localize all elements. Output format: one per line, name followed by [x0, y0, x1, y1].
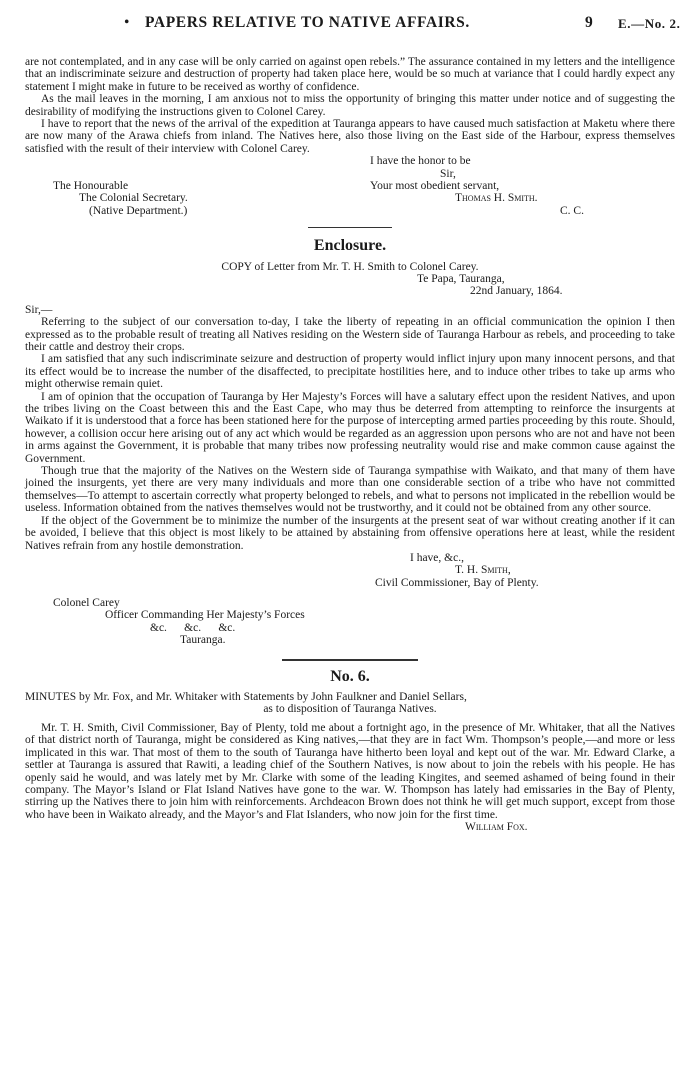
running-title: PAPERS RELATIVE TO NATIVE AFFAIRS. — [145, 14, 470, 31]
enclosure-heading: Enclosure. — [313, 237, 387, 255]
enclosure-copy-line: COPY of Letter from Mr. T. H. Smith to Colonel Carey. — [221, 260, 479, 273]
page-number: 9 — [585, 14, 594, 31]
section-divider — [282, 659, 418, 661]
header-bullet: • — [124, 14, 131, 31]
document-body — [25, 56, 675, 834]
signer-title: Civil Commissioner, Bay of Plenty. — [375, 576, 539, 589]
signature: T. H. Smith, — [455, 564, 511, 577]
signature: Thomas H. Smith. — [455, 192, 538, 205]
enclosure-paragraph: I am of opinion that the occupation of Tauranga by Her Majesty’s Forces will have a salutary effect upon the resident Natives, and upon the tribes living on the Coast between this and the East Cape, who may thus be deterred from attempting to reinforce the insurgents at Waikato if it is understood that a force has been stationed here for the purpose of intercepting armed parties proceeding by this route. Should, however, a collision occur here arising out of any act which would be regarded as an aggression upon persons who are not and have not been in arms against the Government, it is probable that many tribes now professing neutrality would rise and make common cause against the Government. — [25, 390, 675, 465]
letter-place: Te Papa, Tauranga, — [417, 273, 505, 286]
letter-paragraph: are not contemplated, and in any case will be only carried on against open rebels.” The assurance contained in my letters and the intelligence that an indiscriminate seizure and destruction of property had taken place here, would be so much at variance that I could hardly expect any statement I might make in future to be received as worthy of confidence. — [25, 56, 675, 93]
closing-line: Sir, — [440, 167, 456, 180]
addressee-and-title — [25, 205, 675, 217]
addressee-line: The Honourable — [53, 180, 129, 193]
enclosure-paragraph: If the object of the Government be to minimize the number of the insurgents at the present seat of war without creating another if it can be avoided, I believe that this object is most likely to be attained by abstaining from offensive operations here at least, while the resident Natives refrain from any hostile demonstration. — [25, 514, 675, 552]
letter-date: 22nd January, 1864. — [470, 285, 563, 298]
addressee-line: &c. &c. &c. — [150, 621, 236, 634]
closing-line: Your most obedient servant, — [370, 180, 500, 193]
closing-line: I have the honor to be — [370, 155, 471, 168]
paper-reference: E.—No. 2. — [618, 16, 681, 31]
letter-paragraph: As the mail leaves in the morning, I am anxious not to miss the opportunity of bringing this matter under notice and of suggesting the desirability of modifying the instructions given to Colonel Carey. — [25, 93, 675, 118]
salutation: Sir,— — [25, 303, 53, 316]
minutes-paragraph: Mr. T. H. Smith, Civil Commissioner, Bay of Plenty, told me about a fortnight ago, in the presence of Mr. Whitaker, that all the Natives of that district north of Tauranga, might be considered as King natives,—that they are in fact Wm. Thompson’s people,—and more or less implicated in this war. That most of them to the south of Tauranga have hitherto been loyal and kept out of the war. Mr. Edward Clarke, a settler at Tauranga is assured that Rawiti, a leading chief of the Southern Natives, is now about to join the rebels with his people. He has openly said he would, and was lately met by Mr. Clarke with some of the leading Kingites, and seemed ashamed of being found in their company. The Mayor’s Island or Flat Island Natives have gone to the war. W. Thompson has lately had emissaries in the Bay of Plenty, stirring up the Natives there to join him with reinforcements. Archdeacon Brown does not think he will get much support, except from those who have been in Waikato already, and the Mayor’s and Flat Islanders, who now join for the first time. — [25, 721, 675, 821]
signer-title: C. C. — [560, 204, 584, 217]
signature: William Fox. — [465, 821, 528, 834]
enclosure-paragraph: I am satisfied that any such indiscriminate seizure and destruction of property would inflict injury upon many innocent persons, and that its effect would be to increase the number of the disaffected, to precipitate hostilities here, and to induce other tribes to take up arms who might otherwise remain quiet. — [25, 353, 675, 391]
letter-paragraph: I have to report that the news of the arrival of the expedition at Tauranga appears to have caused much satisfaction at Maketu where there are now many of the Arawa chiefs from inland. The Natives here, also those living on the East side of the Harbour, express themselves satisfied with the result of their interview with Colonel Carey. — [25, 118, 675, 155]
minutes-title: MINUTES by Mr. Fox, and Mr. Whitaker with Statements by John Faulkner and Daniel Sellars, — [25, 691, 467, 704]
no6-heading: No. 6. — [330, 667, 370, 685]
page-header — [0, 14, 700, 36]
addressee-line: (Native Department.) — [89, 204, 188, 217]
addressee-line: Tauranga. — [180, 634, 226, 647]
addressee-line: Colonel Carey — [53, 597, 120, 610]
addressee-line: The Colonial Secretary. — [79, 192, 188, 205]
addressee-and-signature — [25, 192, 675, 204]
addressee-line: Officer Commanding Her Majesty’s Forces — [105, 609, 305, 622]
addressee-and-closing — [25, 180, 675, 192]
closing-line: I have, &c., — [410, 551, 464, 564]
enclosure-paragraph: Though true that the majority of the Natives on the Western side of Tauranga sympathise with Waikato, and that many of them have joined the insurgents, yet there are very many individuals and more than one considerable section of a tribe who have not committed themselves—To attempt to ascertain correctly what property belonged to rebels, and what to persons not implicated in the rebellion would be useless. Information obtained from the natives themselves would not be trustworthy, and it could not be obtained from any other source. — [25, 465, 675, 515]
enclosure-paragraph: Referring to the subject of our conversation to-day, I take the liberty of repeating in an official communication the opinion I then expressed as to the probable result of treating all Natives residing on the Western side of Tauranga Harbour as rebels, and proceeding to take their cattle and destroy their crops. — [25, 316, 675, 354]
section-divider — [308, 227, 392, 228]
minutes-subtitle: as to disposition of Tauranga Natives. — [263, 703, 437, 716]
